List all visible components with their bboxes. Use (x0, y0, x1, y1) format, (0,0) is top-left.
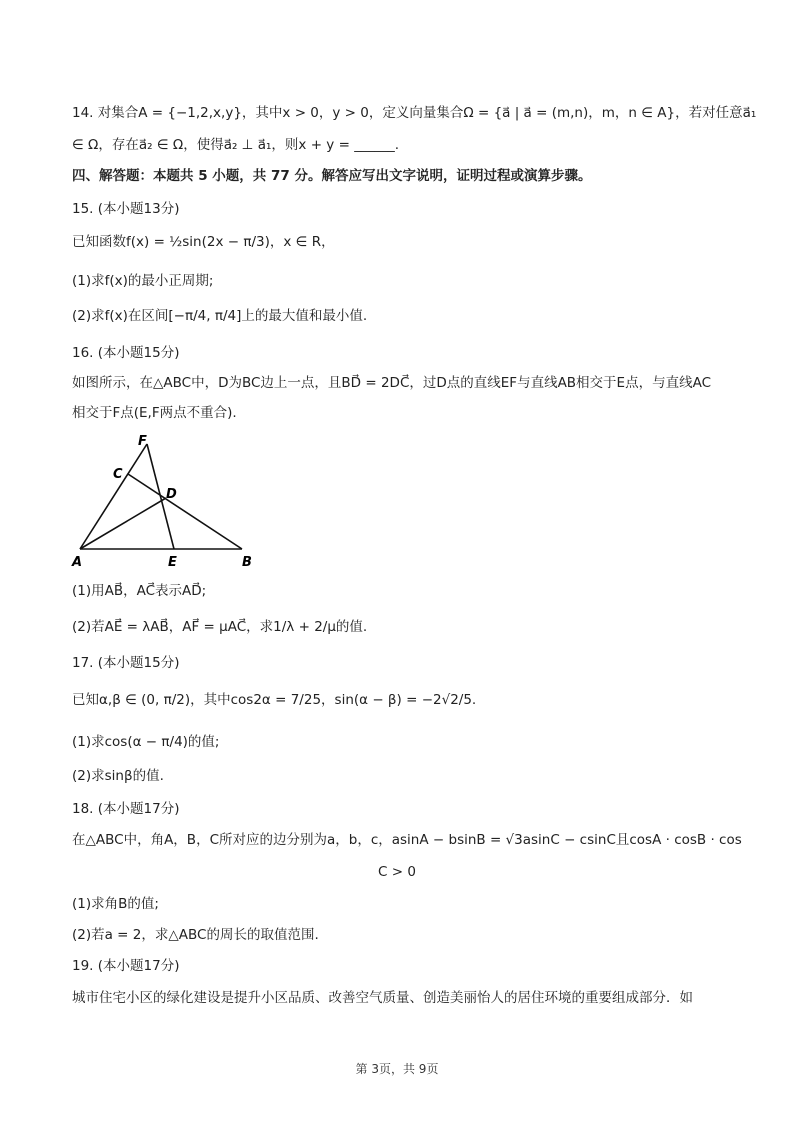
q15-stem: 已知函数f(x) = ½sin(2x − π/3)，x ∈ R， (72, 234, 335, 250)
q14-line-1: 14. 对集合A = {−1,2,x,y}，其中x > 0，y > 0，定义向量集合Ω = {a⃗ | a⃗ = (m,n)，m，n ∈ A}，若对任意a⃗₁ (72, 105, 757, 121)
q16-heading: 16. (本小题15分) (72, 345, 180, 361)
label-A: A (72, 555, 83, 570)
q16-part-2: (2)若AE⃗ = λAB⃗，AF⃗ = μAC⃗，求1/λ + 2/μ的值. (72, 619, 368, 635)
q19-heading: 19. (本小题17分) (72, 958, 180, 974)
q15-part-2: (2)求f(x)在区间[−π/4, π/4]上的最大值和最小值. (72, 308, 368, 324)
page-footer: 第 3页，共 9页 (355, 1062, 439, 1076)
q17-stem: 已知α,β ∈ (0, π/2)，其中cos2α = 7/25，sin(α − β) = −2√2/5. (72, 692, 477, 708)
q16-stem-1: 如图所示，在△ABC中，D为BC边上一点，且BD⃗ = 2DC⃗，过D点的直线EF与直线AB相交于E点，与直线AC (72, 375, 712, 391)
triangle-figure (70, 432, 260, 572)
q17-heading: 17. (本小题15分) (72, 655, 180, 671)
q17-part-2: (2)求sinβ的值. (72, 768, 164, 784)
segment-AF (80, 444, 147, 549)
label-D: D (166, 487, 177, 502)
q15-heading: 15. (本小题13分) (72, 201, 180, 217)
q18-stem-1: 在△ABC中，角A，B，C所对应的边分别为a，b，c，asinA − bsinB = √3asinC − csinC且cosA · cosB · cos (72, 832, 742, 848)
label-B: B (242, 555, 252, 570)
q16-part-1: (1)用AB⃗，AC⃗表示AD⃗; (72, 583, 207, 599)
q18-part-1: (1)求角B的值; (72, 896, 159, 912)
label-C: C (113, 467, 123, 482)
q16-stem-2: 相交于F点(E,F两点不重合). (72, 405, 237, 421)
section-4-heading: 四、解答题：本题共 5 小题，共 77 分。解答应写出文字说明，证明过程或演算步骤。 (72, 168, 592, 184)
q19-stem: 城市住宅小区的绿化建设是提升小区品质、改善空气质量、创造美丽怡人的居住环境的重要组成部分．如 (72, 990, 693, 1006)
q17-part-1: (1)求cos(α − π/4)的值; (72, 734, 220, 750)
label-E: E (168, 555, 177, 570)
q18-part-2: (2)若a = 2，求△ABC的周长的取值范围. (72, 927, 319, 943)
segment-AD (80, 498, 166, 549)
q14-line-2: ∈ Ω，存在a⃗₂ ∈ Ω，使得a⃗₂ ⊥ a⃗₁，则x + y = ______. (72, 137, 399, 153)
q18-heading: 18. (本小题17分) (72, 801, 180, 817)
triangle-diagram (70, 432, 260, 572)
label-F: F (138, 434, 147, 449)
q18-stem-2: C > 0 (378, 864, 416, 880)
q15-part-1: (1)求f(x)的最小正周期; (72, 273, 214, 289)
segment-CB (128, 474, 242, 549)
